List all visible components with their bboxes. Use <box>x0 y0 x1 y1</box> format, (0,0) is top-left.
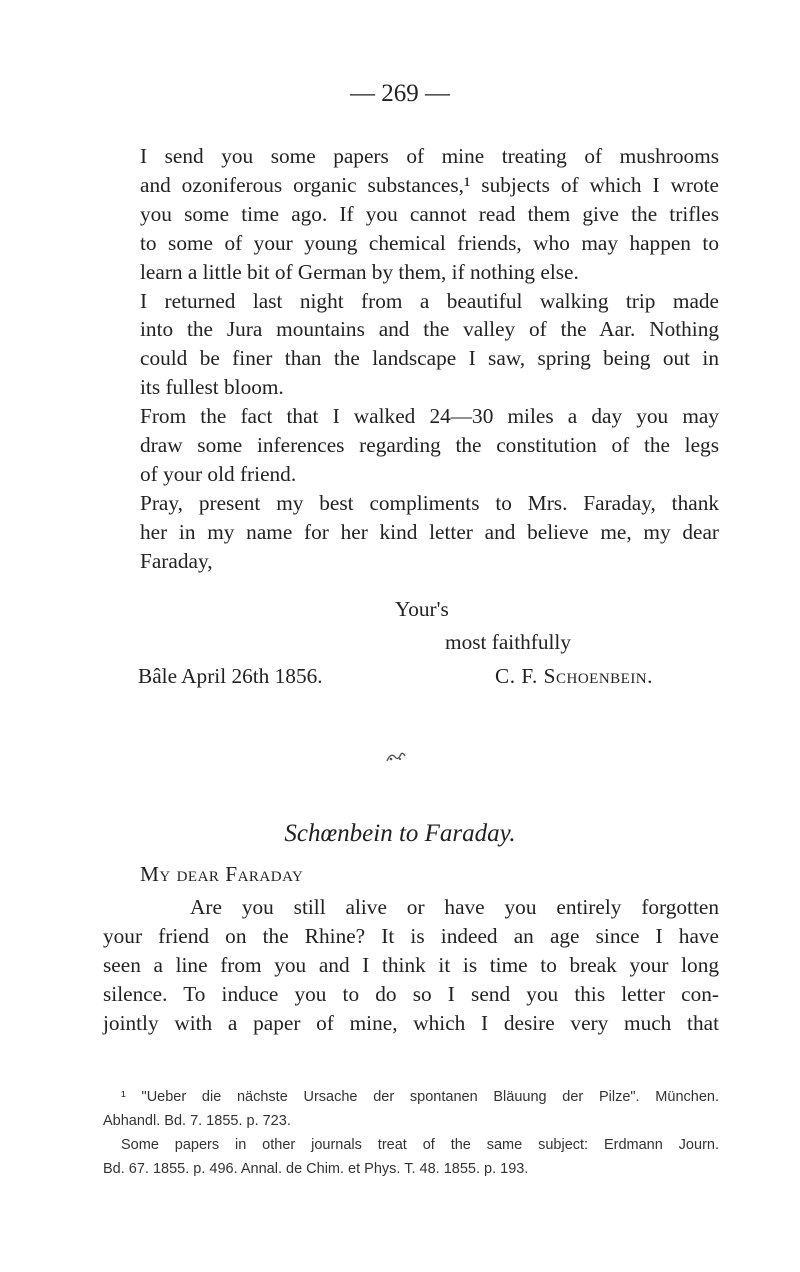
text-line: seen a line from you and I think it is time to break your long <box>103 952 719 977</box>
text-line: Faraday, <box>140 548 213 573</box>
closing-line-1: Your's <box>395 597 449 621</box>
ornament-icon <box>385 750 407 764</box>
salutation: My dear Faraday <box>140 862 304 886</box>
text-line: I returned last night from a beautiful walking trip made <box>140 288 719 313</box>
paragraph-5 <box>103 893 719 1038</box>
text-line: into the Jura mountains and the valley of the Aar. Nothing <box>140 317 719 342</box>
footnotes <box>103 1085 719 1181</box>
paragraph-2 <box>103 287 719 403</box>
footnote-line: Abhandl. Bd. 7. 1855. p. 723. <box>103 1113 291 1129</box>
footnote-line: Bd. 67. 1855. p. 496. Annal. de Chim. et Phys. T. 48. 1855. p. 193. <box>103 1161 529 1177</box>
paragraph-1 <box>103 142 719 287</box>
text-line: and ozoniferous organic substances,¹ subjects of which I wrote <box>140 172 719 197</box>
text-line: its fullest bloom. <box>140 375 284 400</box>
paragraph-3 <box>103 402 719 489</box>
text-line: Pray, present my best compliments to Mrs. Faraday, thank <box>140 490 719 515</box>
text-line: jointly with a paper of mine, which I desire very much that <box>103 1010 719 1035</box>
text-line: I send you some papers of mine treating of mushrooms <box>140 144 719 168</box>
text-line: From the fact that I walked 24—30 miles a day you may <box>140 404 719 429</box>
paragraph-4 <box>103 489 719 576</box>
text-line: to some of your young chemical friends, who may happen to <box>140 230 719 255</box>
letter1-body <box>103 142 719 576</box>
text-line: her in my name for her kind letter and believe me, my dear <box>140 519 719 544</box>
letter2-body <box>103 893 719 1038</box>
signature: C. F. Schoenbein. <box>495 664 653 688</box>
letter-heading: Schœnbein to Faraday. <box>284 820 516 847</box>
closing-line-2: most faithfully <box>445 630 571 654</box>
text-line: silence. To induce you to do so I send you this letter con- <box>103 981 719 1006</box>
text-line: learn a little bit of German by them, if nothing else. <box>140 259 579 284</box>
dateline: Bâle April 26th 1856. <box>138 664 323 688</box>
text-line: of your old friend. <box>140 461 297 486</box>
text-line: could be finer than the landscape I saw, spring being out in <box>140 346 719 371</box>
footnote-line: Some papers in other journals treat of the same subject: Erdmann Journ. <box>121 1137 719 1153</box>
text-line: you some time ago. If you cannot read them give the trifles <box>140 201 719 226</box>
page-number: — 269 — <box>350 80 450 107</box>
footnote-line: ¹ "Ueber die nächste Ursache der spontanen Bläuung der Pilze". München. <box>121 1089 719 1105</box>
text-line: draw some inferences regarding the constitution of the legs <box>140 433 719 458</box>
text-line: your friend on the Rhine? It is indeed an age since I have <box>103 923 719 948</box>
text-line: Are you still alive or have you entirely forgotten <box>190 895 719 919</box>
